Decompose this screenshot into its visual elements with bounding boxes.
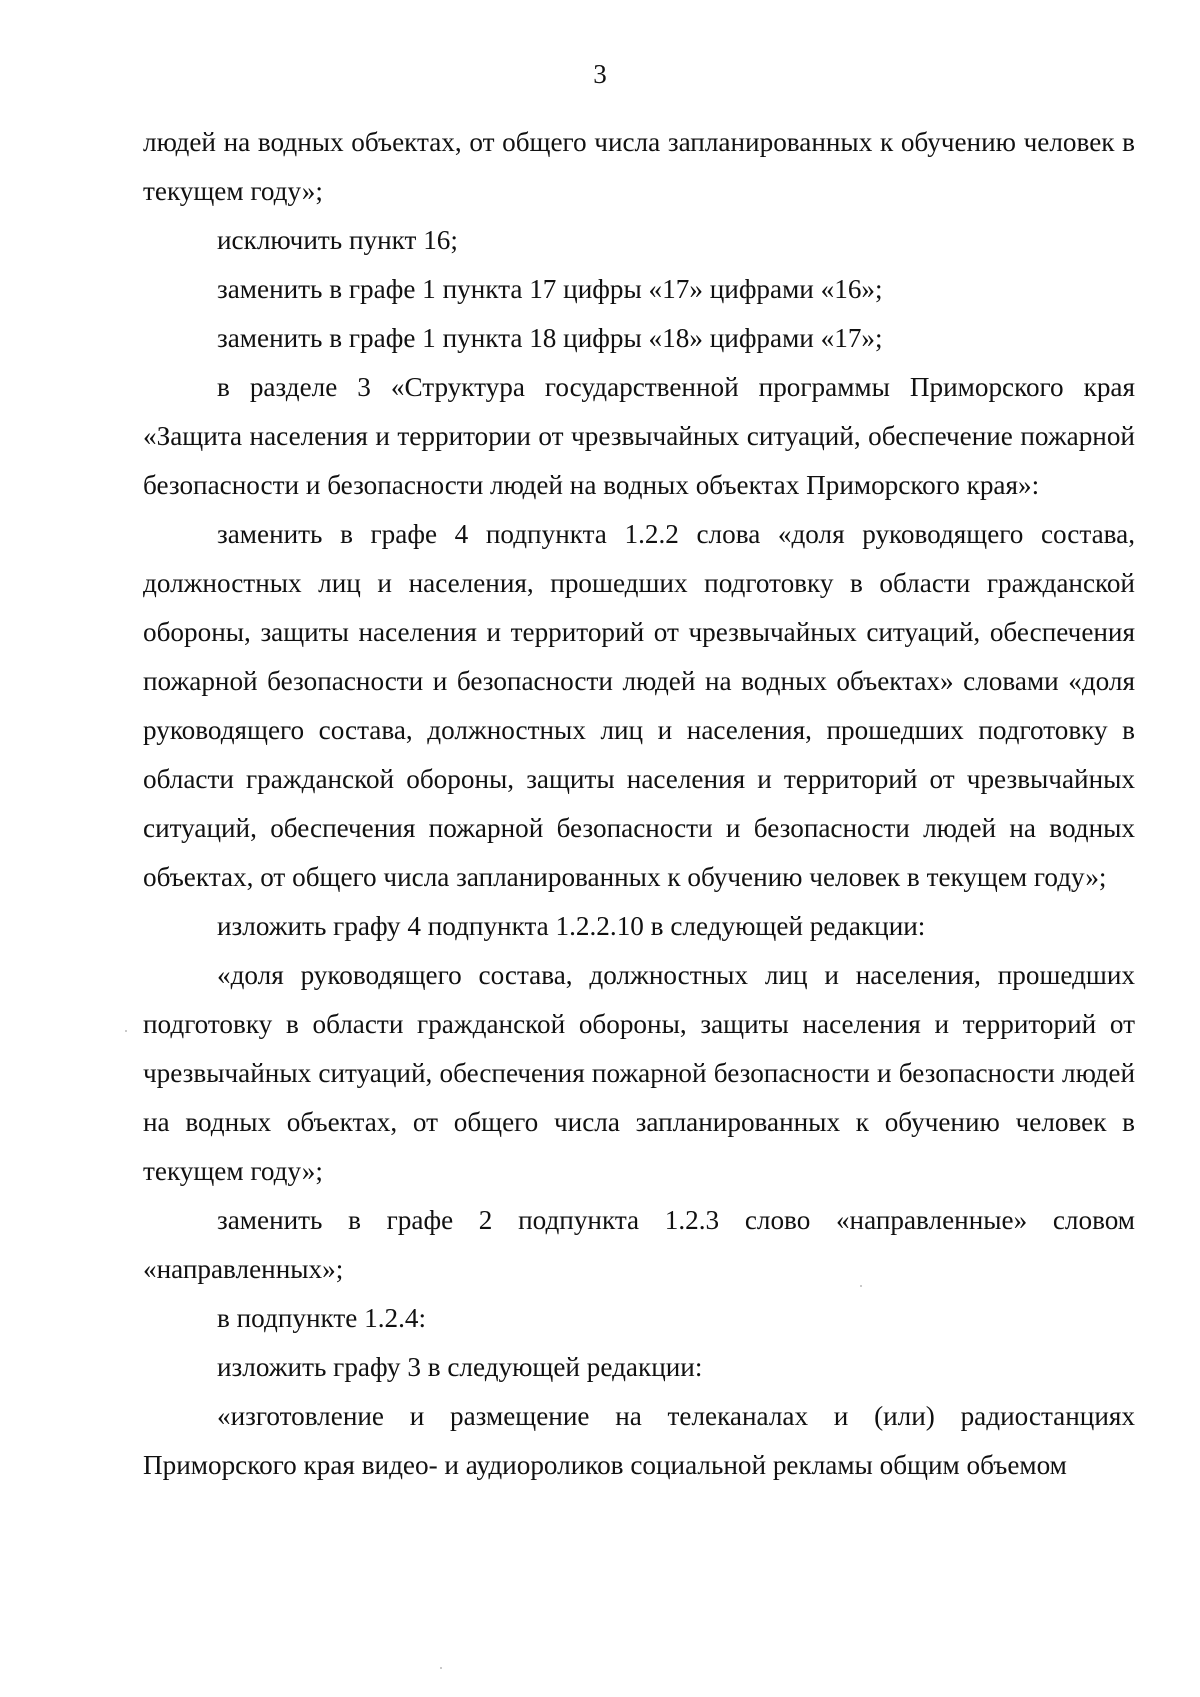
paragraph-exclude-item-16: исключить пункт 16; — [217, 225, 458, 255]
scan-speck — [860, 1285, 862, 1287]
paragraph-section-3: в разделе 3 «Структура государственной программы Приморского края «Защита населения и территории от чрезвычайных ситуаций, обеспечение пожарной безопасности и безопасности людей на водных объектах Приморского края»: — [143, 372, 1135, 500]
paragraph-subitem-1-2-4: в подпункте 1.2.4: — [217, 1303, 427, 1333]
paragraph-replace-item-18: заменить в графе 1 пункта 18 цифры «18» цифрами «17»; — [217, 323, 883, 353]
paragraph-quoted-ad-text: «изготовление и размещение на телеканалах и (или) радиостанциях Приморского края видео- и аудиороликов социальной рекламы общим объемом — [143, 1401, 1135, 1480]
paragraph-subitem-1-2-3: заменить в графе 2 подпункта 1.2.3 слово «направленные» словом «направленных»; — [143, 1205, 1135, 1284]
scan-speck — [440, 1667, 442, 1669]
paragraph-subitem-1-2-2-10: изложить графу 4 подпункта 1.2.2.10 в следующей редакции: — [217, 911, 926, 941]
paragraph-continuation: людей на водных объектах, от общего числа запланированных к обучению человек в текущем году»; — [143, 127, 1135, 206]
scan-speck — [125, 1030, 127, 1032]
paragraph-replace-item-17: заменить в графе 1 пункта 17 цифры «17» цифрами «16»; — [217, 274, 883, 304]
document-body — [143, 118, 1135, 1490]
paragraph-quoted-definition: «доля руководящего состава, должностных лиц и населения, прошедших подготовку в области гражданской обороны, защиты населения и территорий от чрезвычайных ситуаций, обеспечения пожарной безопасности и безопасности людей на водных объектах, от общего числа запланированных к обучению человек в текущем году»; — [143, 960, 1135, 1186]
paragraph-column-3-edit: изложить графу 3 в следующей редакции: — [217, 1352, 703, 1382]
paragraph-subitem-1-2-2: заменить в графе 4 подпункта 1.2.2 слова «доля руководящего состава, должностных лиц и населения, прошедших подготовку в области гражданской обороны, защиты населения и территорий от чрезвычайных ситуаций, обеспечения пожарной безопасности и безопасности людей на водных объектах» словами «доля руководящего состава, должностных лиц и населения, прошедших подготовку в области гражданской обороны, защиты населения и территорий от чрезвычайных ситуаций, обеспечения пожарной безопасности и безопасности людей на водных объектах, от общего числа запланированных к обучению человек в текущем году»; — [143, 519, 1135, 892]
page-number: 3 — [593, 59, 607, 89]
